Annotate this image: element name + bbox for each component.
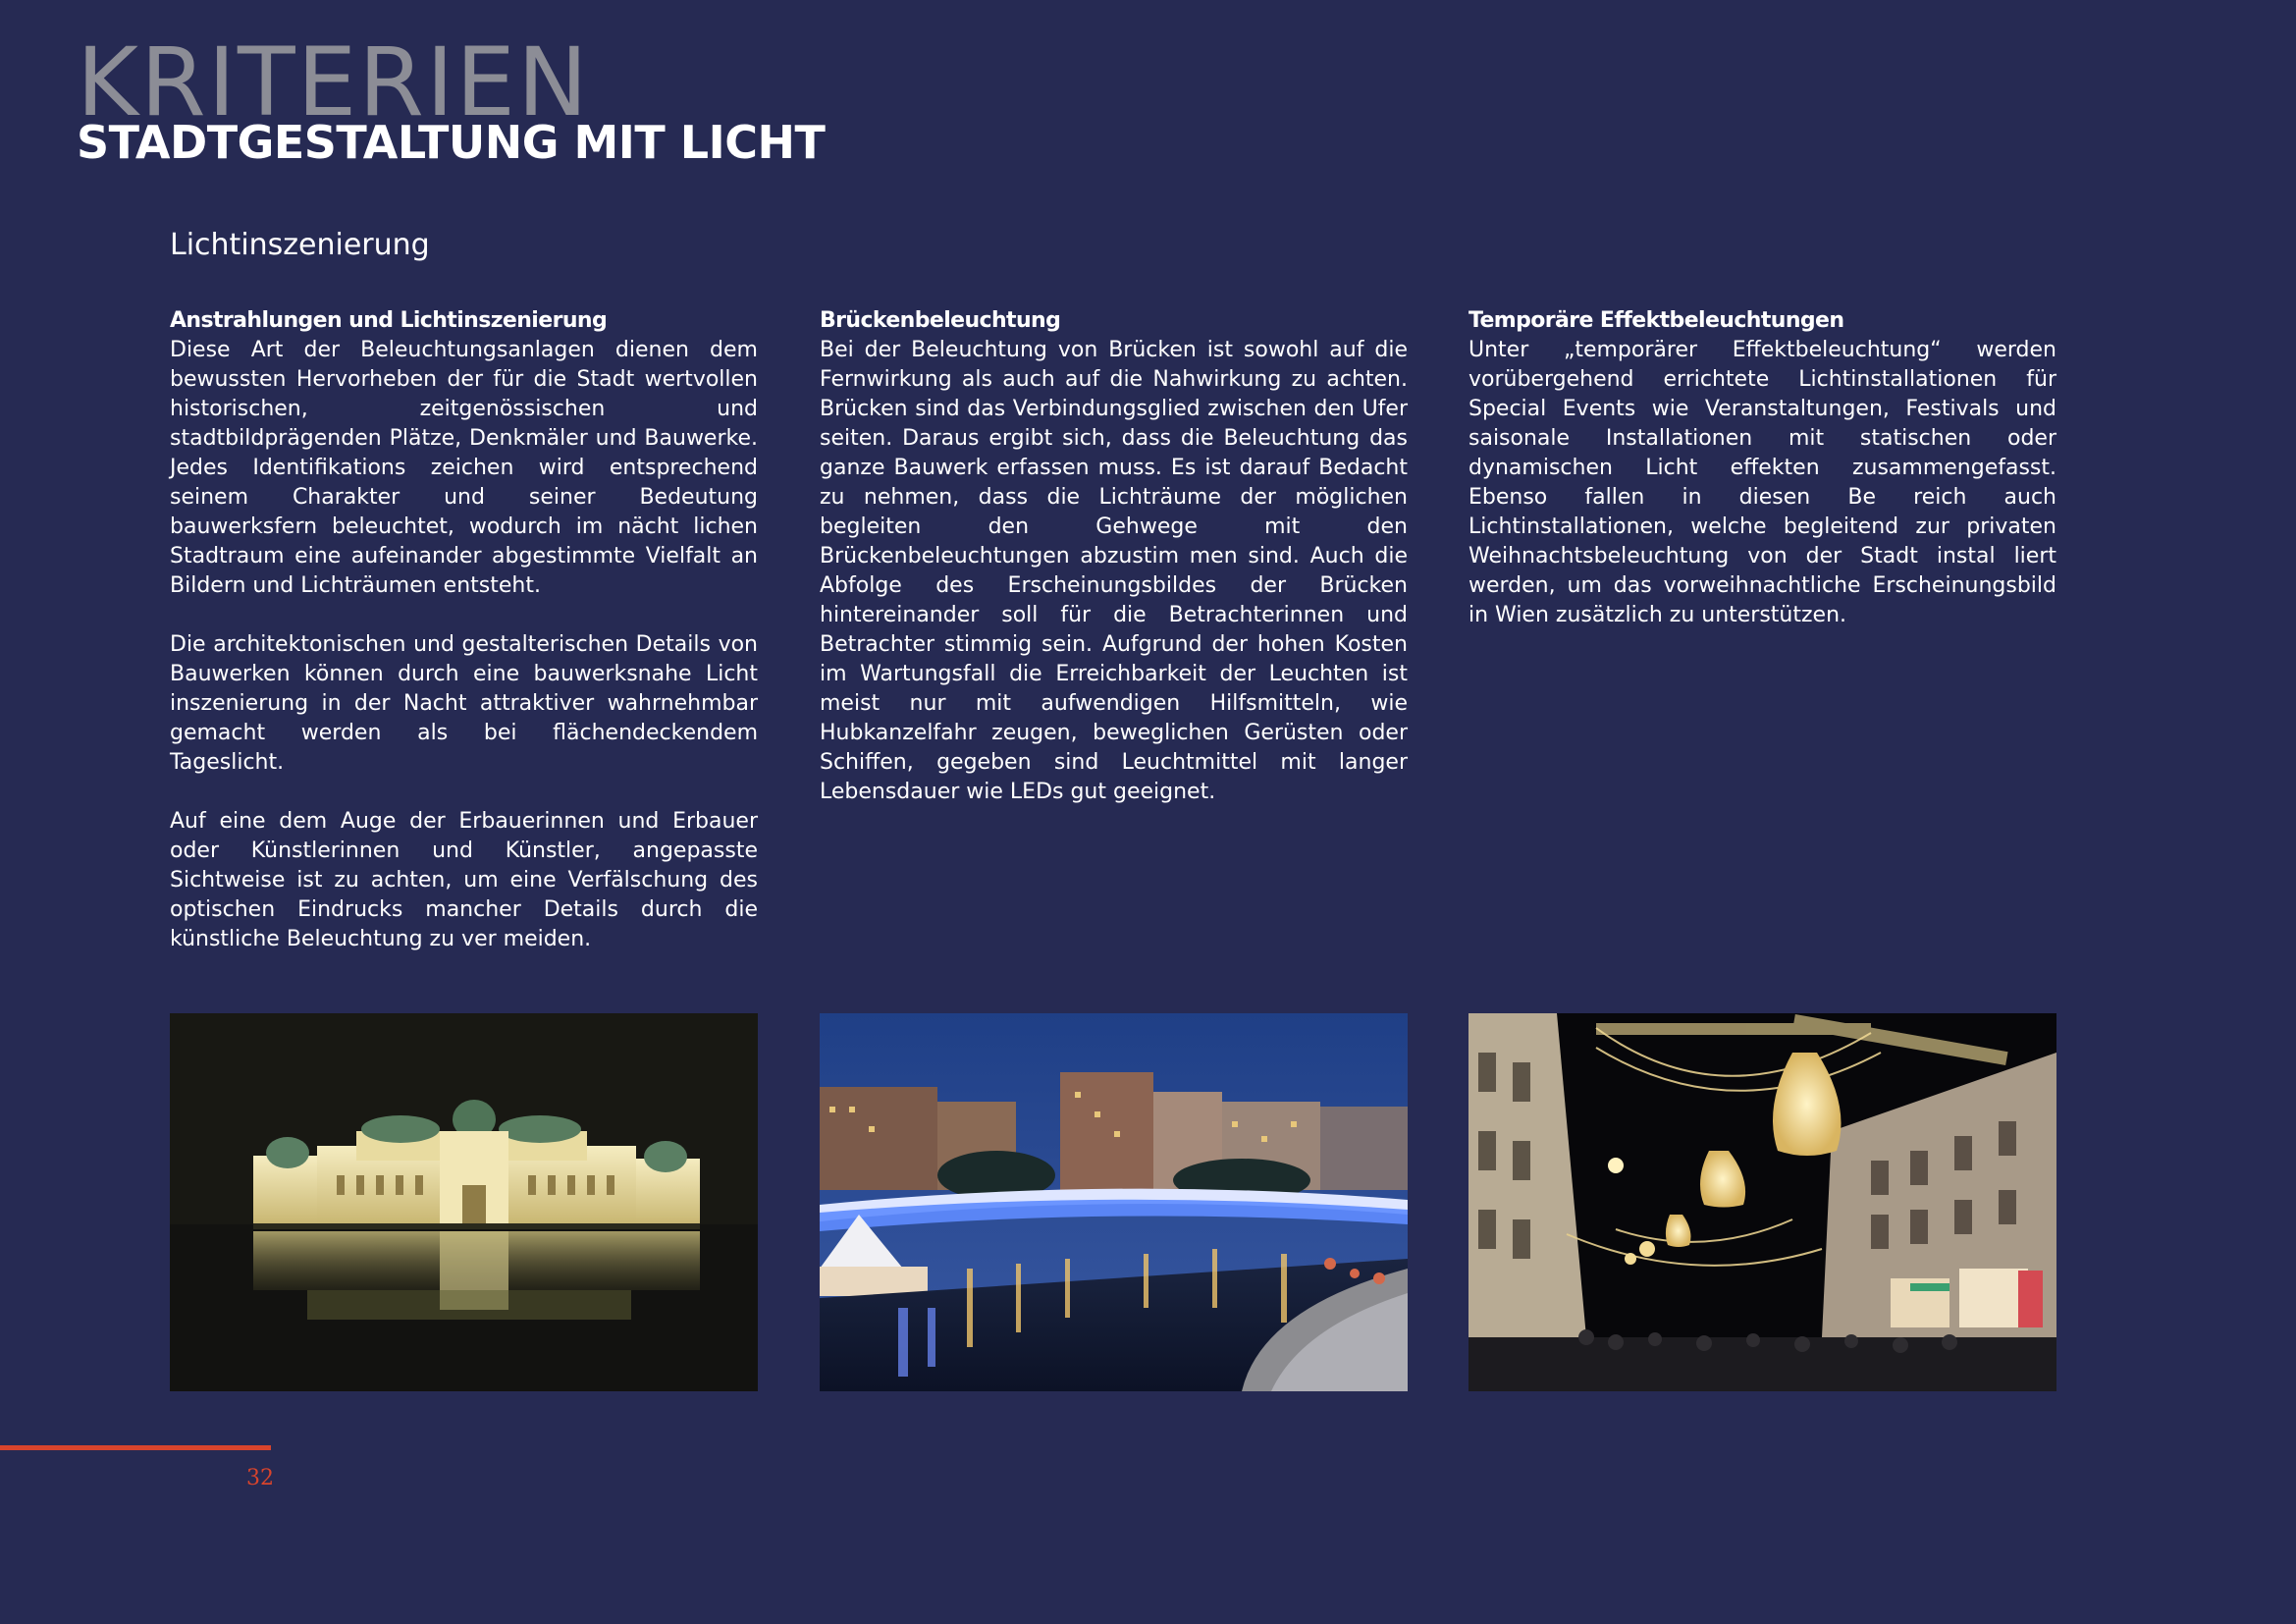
photo-illuminated-palace <box>170 1013 758 1391</box>
column-paragraph: Auf eine dem Auge der Erbauerinnen und Erbauer oder Künstlerinnen und Künstler, angepasste Sichtweise ist zu achten, um eine Verfälschung des optischen Eindrucks mancher Details durch die künstliche Beleuchtung zu ver meiden. <box>170 809 758 951</box>
photo-illuminated-bridge <box>820 1013 1408 1391</box>
page-title: STADTGESTALTUNG MIT LICHT <box>77 116 826 169</box>
column-paragraph: Die architektonischen und gestalterischen Details von Bauwerken können durch eine bauwerksnahe Licht inszenierung in der Nacht attraktiver wahrnehmbar gemacht werden als bei flächendeckendem Tageslicht. <box>170 632 758 775</box>
text-column-bridges <box>820 306 1408 807</box>
section-title: Lichtinszenierung <box>170 228 430 262</box>
text-column-temporary-effects <box>1468 306 2056 630</box>
column-paragraph: Diese Art der Beleuchtungsanlagen dienen dem bewussten Hervorheben der für die Stadt wertvollen historischen, zeitgenössischen und stadtbildprägenden Plätze, Denkmäler und Bauwerke. Jedes Identifikations zeichen wird entsprechend seinem Charakter und seiner Bedeutung bauwerksfern beleuchtet, wodurch im nächt lichen Stadtraum eine aufeinander abgestimmte Vielfalt an Bildern und Lichträumen entsteht. <box>170 338 758 598</box>
column-heading: Brückenbeleuchtung <box>820 308 1061 333</box>
kicker-heading: KRITERIEN <box>77 27 590 137</box>
column-paragraph: Unter „temporärer Effektbeleuchtung“ werden vorübergehend errichtete Lichtinstallationen für Special Events wie Veranstaltungen, Festivals und saisonale Installationen mit statischen oder dynamischen Licht effekten zusammengefasst. Ebenso fallen in diesen Be reich auch Lichtinstallationen, welche begleitend zur privaten Weihnachtsbeleuchtung von der Stadt instal liert werden, um das vorweihnachtliche Erscheinungsbild in Wien zusätzlich zu unterstützen. <box>1468 338 2056 627</box>
column-heading: Anstrahlungen und Lichtinszenierung <box>170 308 608 333</box>
photo-christmas-street-lights <box>1468 1013 2056 1391</box>
column-paragraph: Bei der Beleuchtung von Brücken ist sowohl auf die Fernwirkung als auch auf die Nahwirkung zu achten. Brücken sind das Verbindungsglied zwischen den Ufer seiten. Daraus ergibt sich, dass die Beleuchtung das ganze Bauwerk erfassen muss. Es ist darauf Bedacht zu nehmen, dass die Lichträume der möglichen begleiten den Gehwege mit den Brückenbeleuchtungen abzustim men sind. Auch die Abfolge des Erscheinungsbildes der Brücken hintereinander soll für die Betrachterinnen und Betrachter stimmig sein. Aufgrund der hohen Kosten im Wartungsfall die Erreichbarkeit der Leuchten ist meist nur mit aufwendigen Hilfsmitteln, wie Hubkanzelfahr zeugen, beweglichen Gerüsten oder Schiffen, gegeben sind Leuchtmittel mit langer Lebensdauer wie LEDs gut geeignet. <box>820 338 1408 804</box>
text-column-illumination <box>170 306 758 954</box>
column-heading: Temporäre Effektbeleuchtungen <box>1468 308 1844 333</box>
page-number: 32 <box>246 1466 274 1490</box>
footer-accent-line <box>0 1445 271 1450</box>
